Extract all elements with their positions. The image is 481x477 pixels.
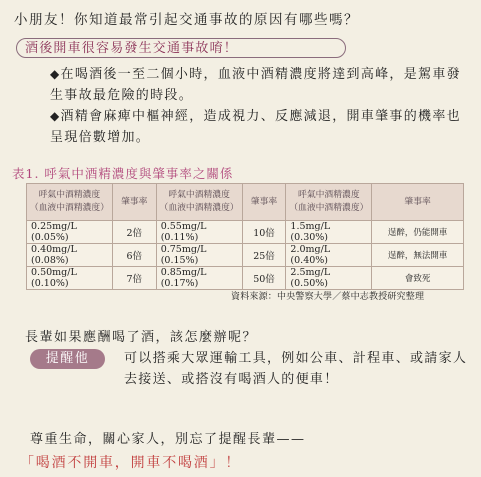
table-header-row — [27, 184, 464, 221]
table-caption: 表1. 呼氣中酒精濃度與肇事率之關係 — [12, 166, 234, 181]
table-cell: 0.40mg/L (0.08%) — [27, 244, 113, 267]
warning-pill: 酒後開車很容易發生交通事故唷！ — [16, 38, 346, 58]
table-row — [27, 221, 464, 244]
intro-question: 小朋友！你知道最常引起交通事故的原因有哪些嗎？ — [14, 12, 359, 28]
table-cell: 0.50mg/L (0.10%) — [27, 267, 113, 290]
diamond-bullet-icon: ◆ — [50, 109, 61, 123]
remind-badge: 提醒他 — [30, 349, 105, 369]
table-cell: 逞醉，無法開車 — [372, 244, 464, 267]
table-cell: 1.5mg/L (0.30%) — [286, 221, 372, 244]
table-cell: 25倍 — [242, 244, 286, 267]
table-cell: 會致死 — [372, 267, 464, 290]
bullet-item-1 — [50, 64, 470, 106]
col-header: 肇事率 — [112, 184, 156, 221]
table-row — [27, 244, 464, 267]
table-row — [27, 267, 464, 290]
elder-question: 長輩如果應酬喝了酒，該怎麼辦呢？ — [25, 330, 258, 345]
col-header: 呼氣中酒精濃度 （血液中酒精濃度） — [286, 184, 372, 221]
remind-text: 可以搭乘大眾運輸工具，例如公車、計程車、或請家人去接送、或搭沒有喝酒人的便車！ — [124, 351, 468, 387]
table-cell: 2.5mg/L (0.50%) — [286, 267, 372, 290]
col-header: 呼氣中酒精濃度 （血液中酒精濃度） — [27, 184, 113, 221]
table-cell: 逞醉，仍能開車 — [372, 221, 464, 244]
table-cell: 0.75mg/L (0.15%) — [156, 244, 242, 267]
bac-accident-table — [26, 183, 464, 290]
table-cell: 6倍 — [112, 244, 156, 267]
respect-line: 尊重生命，關心家人，別忘了提醒長輩—— — [30, 432, 306, 447]
table-cell: 2倍 — [112, 221, 156, 244]
table-cell: 7倍 — [112, 267, 156, 290]
bullet-text-1: 在喝酒後一至二個小時，血液中酒精濃度將達到高峰，是駕車發生事故最危險的時段。 — [50, 67, 461, 103]
table-cell: 2.0mg/L (0.40%) — [286, 244, 372, 267]
table-cell: 50倍 — [242, 267, 286, 290]
table-cell: 0.55mg/L (0.11%) — [156, 221, 242, 244]
col-header: 肇事率 — [242, 184, 286, 221]
table-cell: 0.25mg/L (0.05%) — [27, 221, 113, 244]
col-header: 肇事率 — [372, 184, 464, 221]
bullet-text-2: 酒精會麻痺中樞神經，造成視力、反應減退，開車肇事的機率也呈現倍數增加。 — [50, 109, 461, 145]
bullet-item-2 — [50, 106, 470, 148]
diamond-bullet-icon: ◆ — [50, 67, 61, 81]
slogan: 「喝酒不開車，開車不喝酒」！ — [20, 455, 242, 471]
table-cell: 10倍 — [242, 221, 286, 244]
data-source: 資料來源：中央警察大學／蔡中志教授研究整理 — [231, 292, 425, 302]
table-cell: 0.85mg/L (0.17%) — [156, 267, 242, 290]
col-header: 呼氣中酒精濃度 （血液中酒精濃度） — [156, 184, 242, 221]
